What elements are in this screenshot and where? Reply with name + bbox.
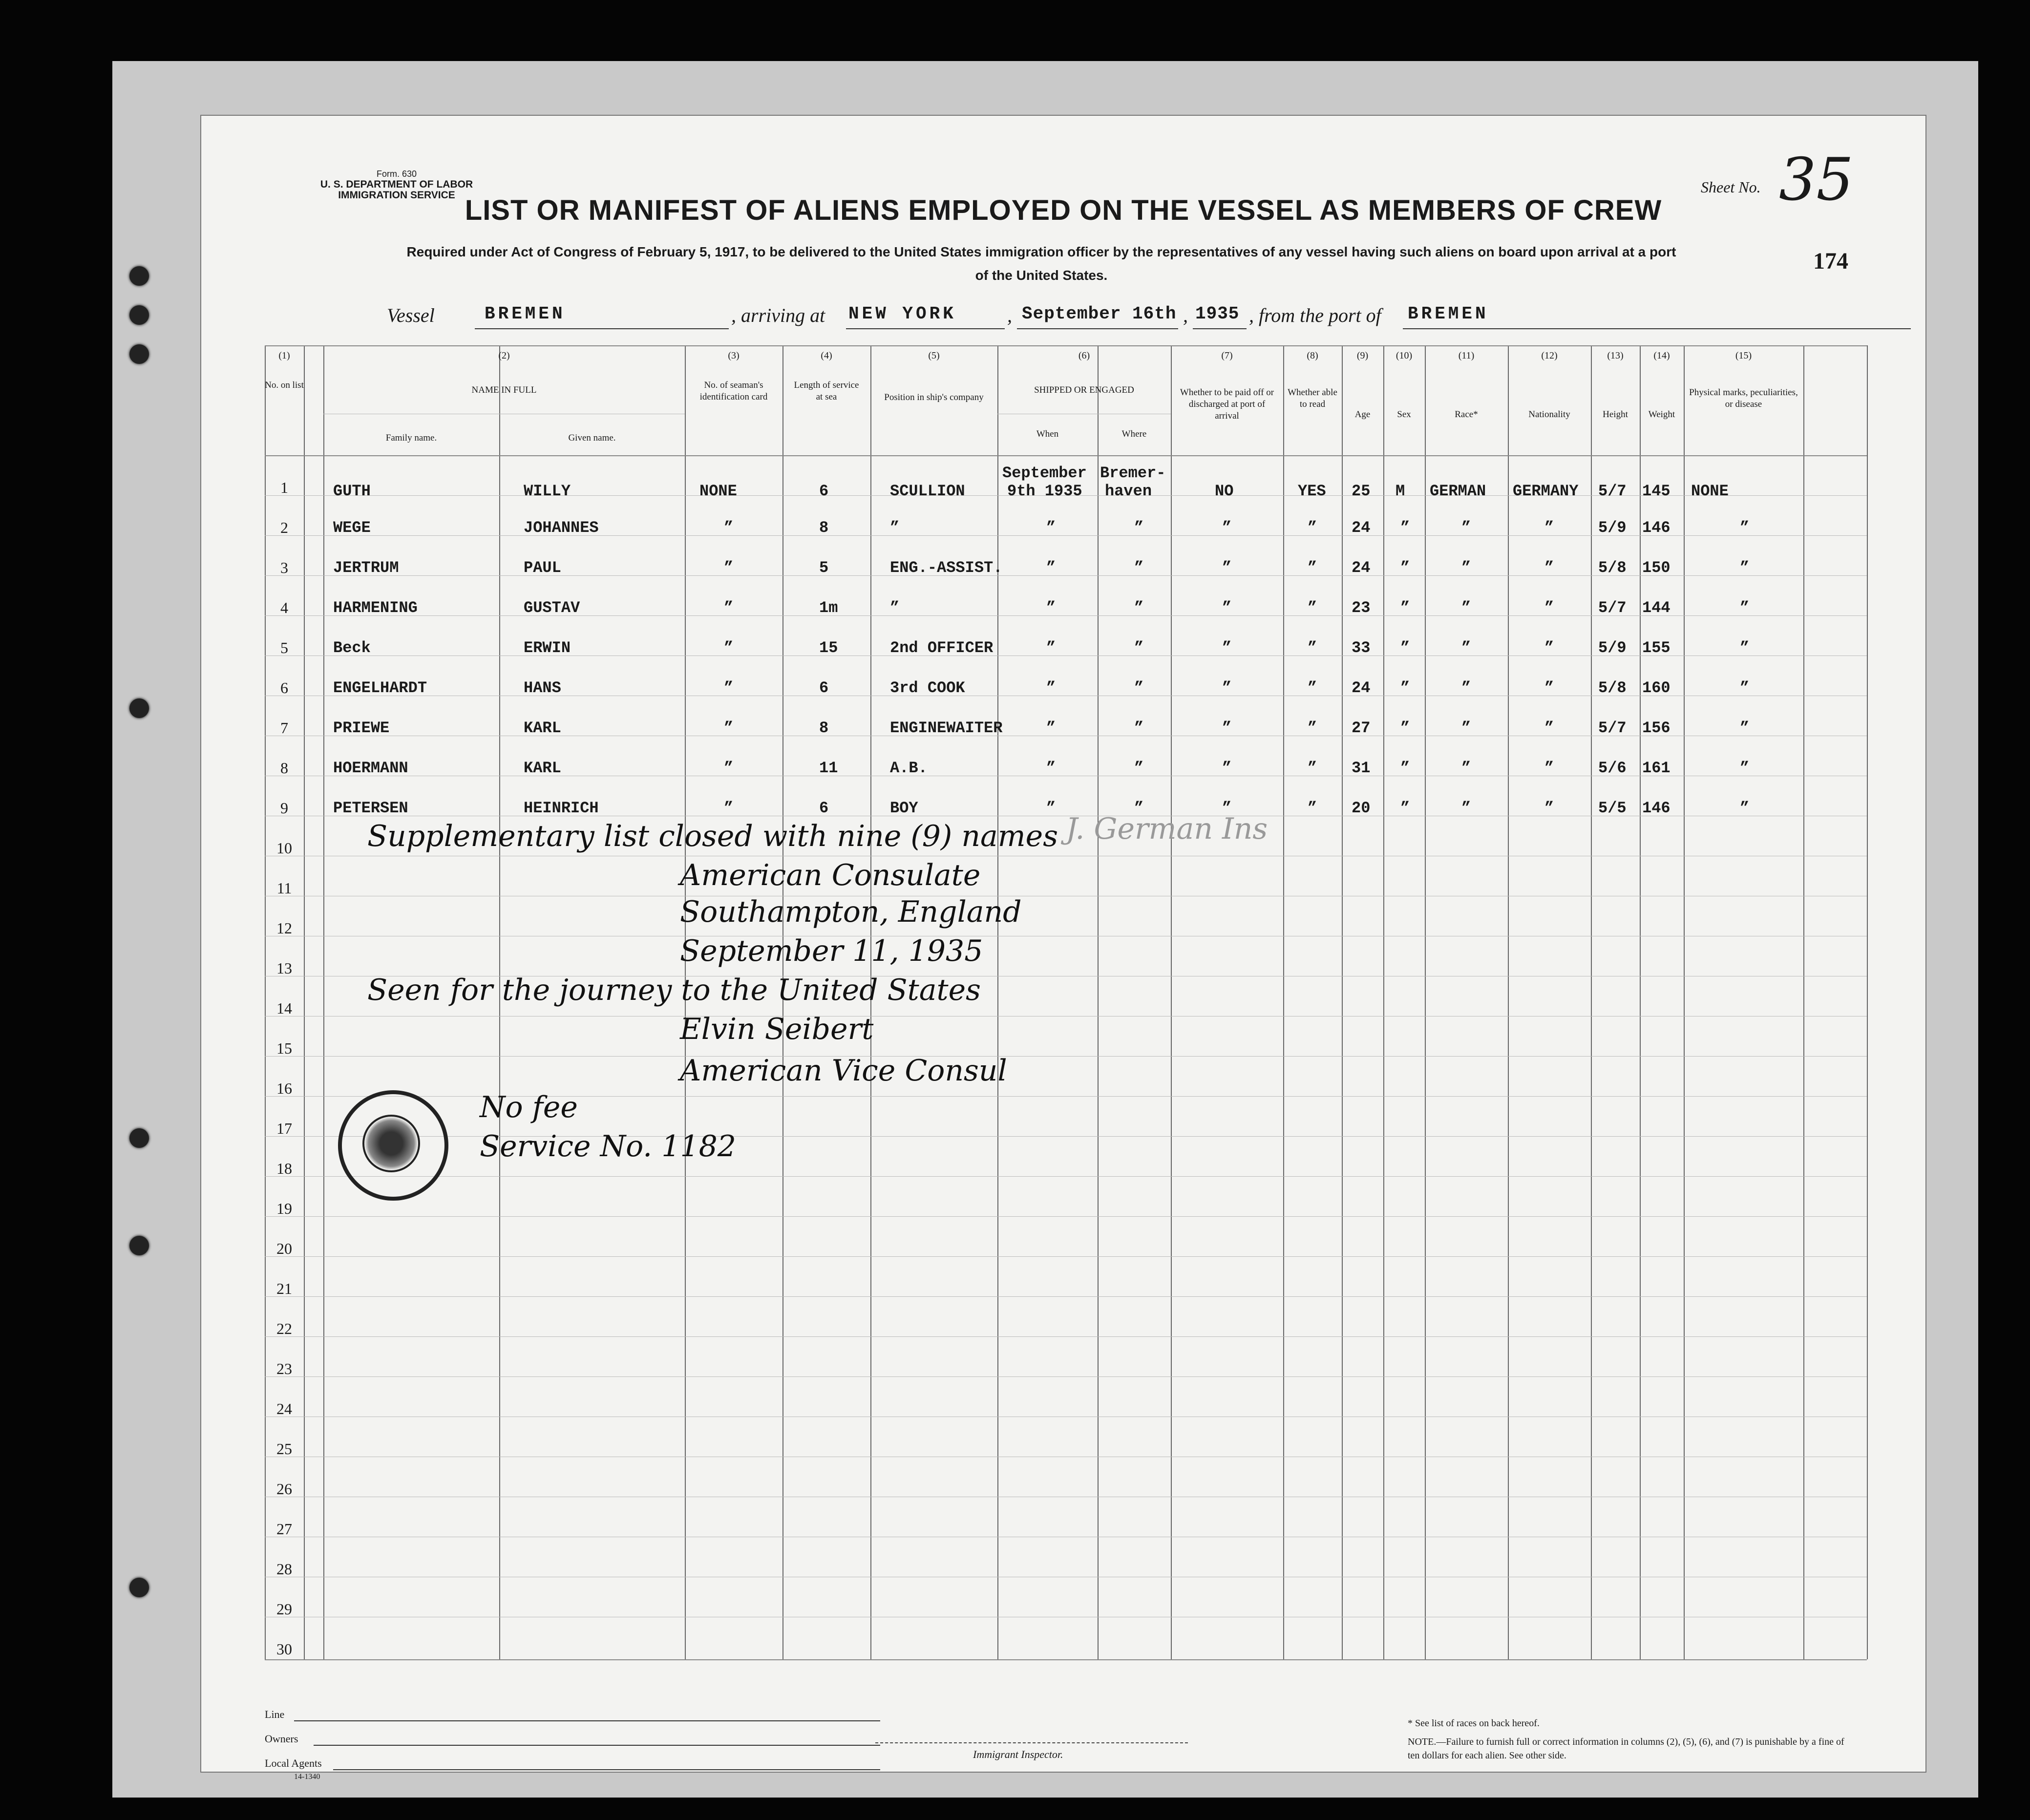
row9-paid: ”	[1222, 799, 1232, 817]
row6-sex: ”	[1400, 679, 1410, 697]
row1-paid: NO	[1215, 482, 1234, 500]
punch-hole	[129, 698, 149, 718]
row5-when: ”	[1046, 639, 1056, 657]
colnum-1: (1)	[278, 350, 290, 361]
row3-marks: ”	[1740, 559, 1750, 577]
vessel-underline	[475, 328, 729, 329]
row9-family: PETERSEN	[333, 799, 408, 817]
row6-where: ”	[1134, 679, 1144, 697]
row4-when: ”	[1046, 599, 1056, 617]
row2-card: ”	[724, 519, 734, 537]
row6-weight: 160	[1642, 679, 1671, 697]
row4-paid: ”	[1222, 599, 1232, 617]
row8-sex: ”	[1400, 759, 1410, 777]
row1-card: NONE	[699, 482, 737, 500]
row-number: 30	[276, 1640, 292, 1658]
row5-race: ”	[1461, 639, 1471, 657]
col-line	[323, 345, 324, 1659]
row-number: 21	[276, 1280, 292, 1297]
header-bottom-line	[265, 455, 1867, 456]
row5-service: 15	[819, 639, 838, 657]
row2-marks: ”	[1740, 519, 1750, 537]
comma-1: ,	[1007, 304, 1012, 326]
punch-hole	[129, 305, 149, 325]
footer-agents-rule	[333, 1769, 880, 1770]
row6-age: 24	[1352, 679, 1371, 697]
sheet-label: Sheet No.	[1701, 178, 1761, 196]
row-number: 27	[276, 1520, 292, 1538]
row9-where: ”	[1134, 799, 1144, 817]
row-number: 1	[280, 479, 288, 496]
row9-race: ”	[1461, 799, 1471, 817]
from-label: , from the port of	[1249, 304, 1381, 326]
row1-position: SCULLION	[890, 482, 965, 500]
penalty-note: NOTE.—Failure to furnish full or correct information in columns (2), (5), (6), and (7) is punishable by a fine of ten dollars for each alien. See other side.	[1408, 1736, 1844, 1761]
row1-height: 5/7	[1598, 482, 1627, 500]
row5-height: 5/9	[1598, 639, 1627, 657]
row6-paid: ”	[1222, 679, 1232, 697]
row6-given: HANS	[524, 679, 561, 697]
row-number: 28	[276, 1560, 292, 1578]
row1-service: 6	[819, 482, 829, 500]
row9-service: 6	[819, 799, 829, 817]
row5-family: Beck	[333, 639, 371, 657]
arriving-label: , arriving at	[731, 304, 825, 326]
row8-where: ”	[1134, 759, 1144, 777]
col-paid-off: Whether to be paid off or discharged at port of arrival	[1180, 387, 1274, 421]
colnum-10: (10)	[1396, 350, 1413, 361]
row5-marks: ”	[1740, 639, 1750, 657]
year-underline	[1193, 328, 1247, 329]
footer-local-agents-label: Local Agents	[265, 1757, 322, 1769]
col-line	[997, 345, 998, 1659]
row9-when: ”	[1046, 799, 1056, 817]
form-number: Form. 630	[376, 169, 417, 179]
row4-weight: 144	[1642, 599, 1671, 617]
row9-card: ”	[724, 799, 734, 817]
row7-height: 5/7	[1598, 719, 1627, 737]
footer-form-code: 14-1340	[294, 1773, 320, 1781]
row-line	[265, 615, 1867, 616]
col-name-in-full: NAME IN FULL	[471, 385, 537, 395]
row6-position: 3rd COOK	[890, 679, 965, 697]
row8-age: 31	[1352, 759, 1371, 777]
handwriting-line-10: Supplementary list closed with nine (9) names	[367, 819, 1058, 853]
row5-position: 2nd OFFICER	[890, 639, 994, 657]
row-number: 24	[276, 1400, 292, 1418]
row3-paid: ”	[1222, 559, 1232, 577]
row4-position: ”	[890, 599, 900, 617]
row4-card: ”	[724, 599, 734, 617]
handwriting-line-12: Southampton, England	[680, 895, 1022, 929]
immigrant-inspector-label: Immigrant Inspector.	[973, 1748, 1063, 1760]
row4-given: GUSTAV	[524, 599, 580, 617]
row1-nat: GERMANY	[1513, 482, 1579, 500]
colnum-8: (8)	[1307, 350, 1318, 361]
row3-service: 5	[819, 559, 829, 577]
footer-owners-rule	[314, 1745, 880, 1746]
row4-service: 1m	[819, 599, 838, 617]
colnum-9: (9)	[1356, 350, 1369, 361]
row-number: 16	[276, 1079, 292, 1097]
row6-when: ”	[1046, 679, 1056, 697]
row5-nat: ”	[1544, 639, 1554, 657]
colnum-4: (4)	[821, 350, 832, 361]
col-line	[1383, 345, 1384, 1659]
col-line	[1867, 345, 1868, 1659]
row-number: 11	[276, 879, 292, 897]
row7-read: ”	[1308, 719, 1317, 737]
page-number: 174	[1813, 248, 1848, 274]
row5-paid: ”	[1222, 639, 1232, 657]
row5-age: 33	[1352, 639, 1371, 657]
inspector-rule	[875, 1742, 1188, 1743]
punch-hole	[129, 344, 149, 364]
row2-nat: ”	[1544, 519, 1554, 537]
col-id-card: No. of seaman's identification card	[699, 380, 768, 402]
row1-read: YES	[1298, 482, 1326, 500]
row4-sex: ”	[1400, 599, 1410, 617]
row-number: 29	[276, 1600, 292, 1618]
row9-height: 5/5	[1598, 799, 1627, 817]
row-line	[265, 1176, 1867, 1177]
row2-height: 5/9	[1598, 519, 1627, 537]
row7-family: PRIEWE	[333, 719, 390, 737]
row4-marks: ”	[1740, 599, 1750, 617]
row3-when: ”	[1046, 559, 1056, 577]
row7-race: ”	[1461, 719, 1471, 737]
colnum-7: (7)	[1221, 350, 1233, 361]
col-line	[1171, 345, 1172, 1659]
row6-family: ENGELHARDT	[333, 679, 427, 697]
colnum-11: (11)	[1458, 350, 1475, 361]
colnum-12: (12)	[1541, 350, 1558, 361]
row4-nat: ”	[1544, 599, 1554, 617]
row-line	[265, 1056, 1867, 1057]
col-family-name: Family name.	[385, 433, 437, 443]
row5-sex: ”	[1400, 639, 1410, 657]
row-line	[265, 1256, 1867, 1257]
row8-marks: ”	[1740, 759, 1750, 777]
row-line	[265, 1336, 1867, 1337]
row1-where1: Bremer-	[1100, 464, 1166, 482]
row9-sex: ”	[1400, 799, 1410, 817]
row-number: 6	[280, 679, 288, 697]
row6-service: 6	[819, 679, 829, 697]
row4-family: HARMENING	[333, 599, 418, 617]
arrival-date: September 16th	[1022, 304, 1177, 324]
colnum-6: (6)	[1078, 350, 1090, 361]
from-port: BREMEN	[1408, 304, 1489, 324]
row9-marks: ”	[1740, 799, 1750, 817]
row3-weight: 150	[1642, 559, 1671, 577]
row2-paid: ”	[1222, 519, 1232, 537]
row3-position: ENG.-ASSIST.	[890, 559, 1003, 577]
row7-sex: ”	[1400, 719, 1410, 737]
colnum-2: (2)	[498, 350, 510, 361]
row7-when: ”	[1046, 719, 1056, 737]
manifest-sheet	[200, 115, 1926, 1781]
row-line	[265, 535, 1867, 536]
row1-sex: M	[1396, 482, 1405, 500]
footer-line-rule	[294, 1720, 880, 1721]
row-number: 22	[276, 1320, 292, 1337]
col-line	[304, 345, 305, 1659]
row1-when2: 9th 1935	[1007, 482, 1082, 500]
row2-race: ”	[1461, 519, 1471, 537]
row-number: 23	[276, 1360, 292, 1377]
row7-nat: ”	[1544, 719, 1554, 737]
row3-family: JERTRUM	[333, 559, 399, 577]
col-line	[1342, 345, 1343, 1659]
col-age: Age	[1354, 409, 1371, 420]
handwriting-line-17: No fee	[480, 1090, 578, 1124]
row-number: 15	[276, 1039, 292, 1057]
department: U. S. DEPARTMENT OF LABOR	[320, 179, 473, 190]
row2-weight: 146	[1642, 519, 1671, 537]
row2-age: 24	[1352, 519, 1371, 537]
row8-weight: 161	[1642, 759, 1671, 777]
arrival-port: NEW YORK	[848, 304, 956, 324]
col-shipped: SHIPPED OR ENGAGED	[1034, 385, 1134, 395]
row7-marks: ”	[1740, 719, 1750, 737]
row-number: 10	[276, 839, 292, 857]
col-line	[1591, 345, 1592, 1659]
page-title: LIST OR MANIFEST OF ALIENS EMPLOYED ON THE VESSEL AS MEMBERS OF CREW	[465, 194, 1662, 226]
subtitle: Required under Act of Congress of February 5, 1917, to be delivered to the United States immigration officer by the representatives of any vessel having such aliens on board upon arrival at a port of the United States.	[406, 244, 1676, 283]
footer-owners-label: Owners	[265, 1733, 298, 1745]
col-able-read: Whether able to read	[1288, 387, 1337, 409]
comma-2: ,	[1183, 304, 1188, 326]
row7-given: KARL	[524, 719, 561, 737]
row1-weight: 145	[1642, 482, 1671, 500]
row8-family: HOERMANN	[333, 759, 408, 777]
row-number: 9	[280, 799, 288, 817]
row1-family: GUTH	[333, 482, 371, 500]
row-line	[265, 575, 1867, 576]
handwriting-signature: J. German Ins	[1066, 812, 1268, 846]
row2-when: ”	[1046, 519, 1056, 537]
row-number: 26	[276, 1480, 292, 1498]
row-number: 18	[276, 1160, 292, 1177]
row4-where: ”	[1134, 599, 1144, 617]
row-line	[265, 1376, 1867, 1377]
row9-read: ”	[1308, 799, 1317, 817]
col-no-on-list: No. on list	[265, 380, 304, 390]
col-line	[1803, 345, 1804, 1659]
handwriting-line-16: American Vice Consul	[680, 1054, 1007, 1088]
row8-paid: ”	[1222, 759, 1232, 777]
row3-age: 24	[1352, 559, 1371, 577]
row4-height: 5/7	[1598, 599, 1627, 617]
row7-paid: ”	[1222, 719, 1232, 737]
row7-weight: 156	[1642, 719, 1671, 737]
row1-where2: haven	[1105, 482, 1152, 500]
date-underline	[1017, 328, 1178, 329]
row-number: 7	[280, 719, 288, 737]
col-length-service: Length of service at sea	[794, 380, 859, 402]
row4-age: 23	[1352, 599, 1371, 617]
consulate-seal	[338, 1090, 448, 1201]
row-line	[265, 1216, 1867, 1217]
col-sex: Sex	[1397, 409, 1411, 420]
punch-hole	[129, 1128, 149, 1148]
row-number: 4	[280, 599, 288, 616]
row6-marks: ”	[1740, 679, 1750, 697]
row8-position: A.B.	[890, 759, 928, 777]
row3-read: ”	[1308, 559, 1317, 577]
col-line	[1425, 345, 1426, 1659]
row9-position: BOY	[890, 799, 918, 817]
row1-given: WILLY	[524, 482, 571, 500]
colnum-15: (15)	[1735, 350, 1752, 361]
row8-nat: ”	[1544, 759, 1554, 777]
row-number: 3	[280, 559, 288, 576]
col-height: Height	[1603, 409, 1628, 420]
service: IMMIGRATION SERVICE	[338, 190, 455, 201]
row7-where: ”	[1134, 719, 1144, 737]
col-nationality: Nationality	[1528, 409, 1570, 420]
row8-height: 5/6	[1598, 759, 1627, 777]
from-port-underline	[1403, 328, 1911, 329]
row8-read: ”	[1308, 759, 1317, 777]
col-given-name: Given name.	[568, 433, 616, 443]
row2-where: ”	[1134, 519, 1144, 537]
row7-service: 8	[819, 719, 829, 737]
row-number: 20	[276, 1240, 292, 1257]
footer-line-label: Line	[265, 1708, 285, 1720]
col-race: Race*	[1455, 409, 1478, 420]
col-line	[1684, 345, 1685, 1659]
row2-position: ”	[890, 519, 900, 537]
row8-when: ”	[1046, 759, 1056, 777]
row5-card: ”	[724, 639, 734, 657]
arrival-year: 1935	[1195, 304, 1240, 324]
row3-height: 5/8	[1598, 559, 1627, 577]
row2-service: 8	[819, 519, 829, 537]
handwriting-line-14: Seen for the journey to the United States	[367, 973, 981, 1007]
handwriting-line-11: American Consulate	[680, 858, 981, 892]
row-number: 17	[276, 1120, 292, 1137]
row1-race: GERMAN	[1430, 482, 1486, 500]
row5-where: ”	[1134, 639, 1144, 657]
row4-race: ”	[1461, 599, 1471, 617]
row3-given: PAUL	[524, 559, 561, 577]
row-line	[265, 1296, 1867, 1297]
colnum-14: (14)	[1653, 350, 1670, 361]
handwriting-line-15: Elvin Seibert	[680, 1012, 874, 1046]
row-number: 13	[276, 959, 292, 977]
row7-position: ENGINEWAITER	[890, 719, 1003, 737]
row5-given: ERWIN	[524, 639, 571, 657]
col-position: Position in ship's company	[884, 392, 984, 402]
race-footnote: * See list of races on back hereof.	[1408, 1718, 1540, 1729]
seal-emblem	[362, 1115, 420, 1172]
row9-weight: 146	[1642, 799, 1671, 817]
colnum-13: (13)	[1607, 350, 1624, 361]
vessel-name: BREMEN	[485, 304, 566, 324]
row3-sex: ”	[1400, 559, 1410, 577]
port-underline	[846, 328, 1005, 329]
table-top-line	[265, 345, 1867, 346]
handwriting-line-13: September 11, 1935	[680, 934, 983, 968]
row6-race: ”	[1461, 679, 1471, 697]
row9-given: HEINRICH	[524, 799, 599, 817]
row6-read: ”	[1308, 679, 1317, 697]
row2-sex: ”	[1400, 519, 1410, 537]
col-weight: Weight	[1648, 409, 1675, 420]
row5-weight: 155	[1642, 639, 1671, 657]
col-line	[1508, 345, 1509, 1659]
row-number: 2	[280, 519, 288, 536]
row-number: 25	[276, 1440, 292, 1458]
row4-read: ”	[1308, 599, 1317, 617]
vessel-label: Vessel	[387, 304, 435, 326]
col-where: Where	[1121, 429, 1147, 439]
row9-nat: ”	[1544, 799, 1554, 817]
col-when: When	[1036, 429, 1059, 439]
row2-read: ”	[1308, 519, 1317, 537]
row5-read: ”	[1308, 639, 1317, 657]
row1-when1: September	[1002, 464, 1087, 482]
row6-nat: ”	[1544, 679, 1554, 697]
row2-family: WEGE	[333, 519, 371, 537]
row-number: 8	[280, 759, 288, 777]
col-line	[1283, 345, 1284, 1659]
row1-marks: NONE	[1691, 482, 1729, 500]
row-number: 12	[276, 919, 292, 937]
row8-race: ”	[1461, 759, 1471, 777]
sheet-number: 35	[1779, 146, 1854, 214]
handwriting-line-18: Service No. 1182	[480, 1129, 736, 1164]
row-number: 5	[280, 639, 288, 656]
row1-age: 25	[1352, 482, 1371, 500]
col-line	[1640, 345, 1641, 1659]
row8-card: ”	[724, 759, 734, 777]
row3-card: ”	[724, 559, 734, 577]
row7-card: ”	[724, 719, 734, 737]
col-line	[1098, 345, 1099, 1659]
punch-hole	[129, 266, 149, 286]
table-bottom-line	[265, 1659, 1867, 1660]
row8-service: 11	[819, 759, 838, 777]
row8-given: KARL	[524, 759, 561, 777]
row6-card: ”	[724, 679, 734, 697]
colnum-5: (5)	[928, 350, 940, 361]
row-number: 19	[276, 1200, 292, 1217]
row-number: 14	[276, 999, 292, 1017]
row7-age: 27	[1352, 719, 1371, 737]
punch-hole	[129, 1578, 149, 1597]
col-physical-marks: Physical marks, peculiarities, or disease	[1689, 387, 1798, 409]
row3-nat: ”	[1544, 559, 1554, 577]
row3-race: ”	[1461, 559, 1471, 577]
row9-age: 20	[1352, 799, 1371, 817]
row2-given: JOHANNES	[524, 519, 599, 537]
punch-hole	[129, 1236, 149, 1255]
row3-where: ”	[1134, 559, 1144, 577]
colnum-3: (3)	[728, 350, 740, 361]
row6-height: 5/8	[1598, 679, 1627, 697]
